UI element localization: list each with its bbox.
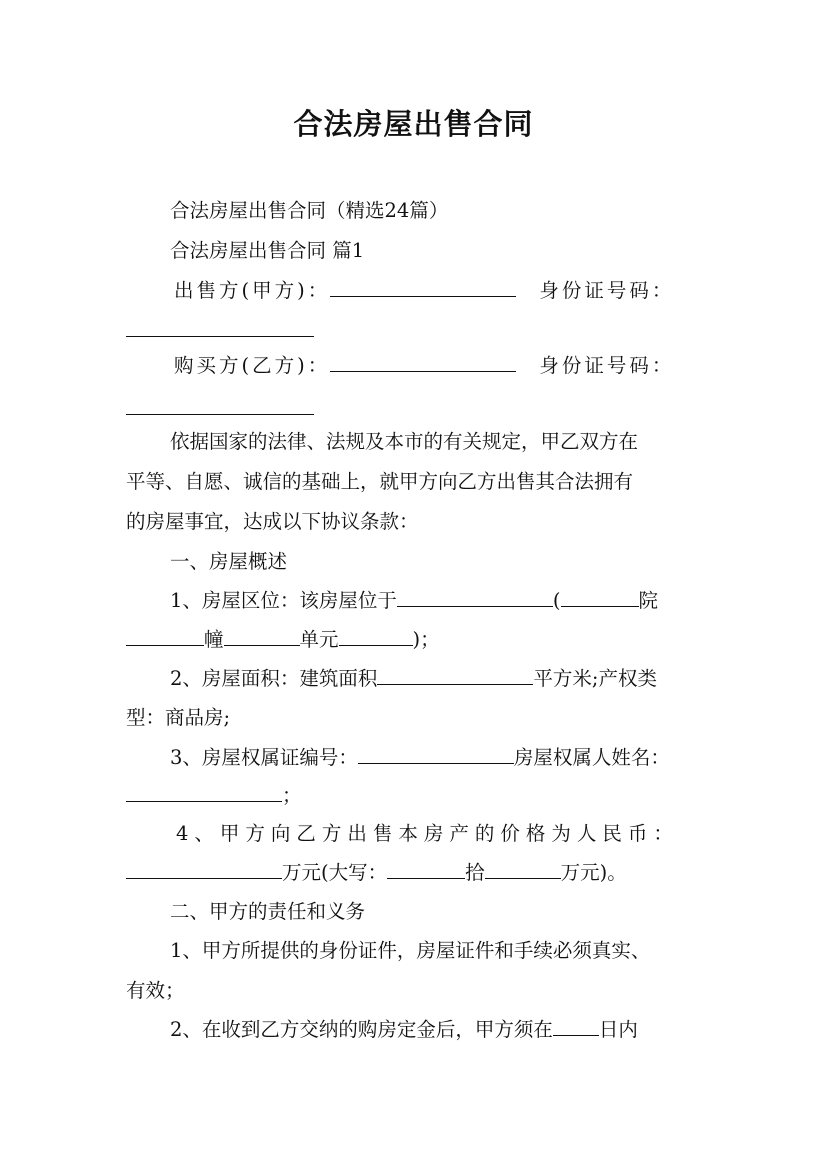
- clause-2-text: 2、房屋面积：建筑面积: [170, 667, 378, 690]
- buyer-id-label: 身份证号码：: [539, 354, 675, 377]
- obligation-2-line: [170, 1015, 716, 1045]
- clause-3-continued: [126, 781, 716, 811]
- unit-blank: [224, 625, 300, 646]
- clause-1-yard: 院: [638, 589, 659, 612]
- obligation-1-line: 1、甲方所提供的身份证件，房屋证件和手续必须真实、: [170, 939, 651, 962]
- building-blank: [126, 625, 204, 646]
- clause-4-line: 4、甲方向乙方出售本房产的价格为人民币：: [176, 822, 679, 845]
- buyer-line: [174, 351, 720, 381]
- buyer-blank: [330, 351, 516, 372]
- price-units-blank: [485, 858, 561, 879]
- section-two-heading: 二、甲方的责任和义务: [170, 900, 366, 923]
- section-one-heading: 一、房屋概述: [170, 550, 288, 573]
- location-blank: [397, 586, 553, 607]
- subtitle-line: 合法房屋出售合同（精选24篇）: [170, 199, 449, 222]
- paragraph-line: 的房屋事宜，达成以下协议条款：: [126, 510, 419, 533]
- paragraph-line: 平等、自愿、诚信的基础上，就甲方向乙方出售其合法拥有: [126, 470, 634, 493]
- seller-id-label: 身份证号码：: [539, 279, 675, 302]
- clause-4-words-label: 万元(大写：: [282, 861, 388, 884]
- seller-id-blank: [126, 316, 314, 337]
- clause-3-text: 3、房屋权属证编号：: [170, 746, 358, 769]
- seller-id-line: [126, 316, 716, 346]
- seller-blank: [330, 276, 516, 297]
- price-tens-blank: [387, 858, 465, 879]
- document-title: 合法房屋出售合同: [293, 107, 534, 141]
- yard-blank: [561, 586, 639, 607]
- days-blank: [553, 1015, 599, 1036]
- obligation-2-text: 2、在收到乙方交纳的购房定金后，甲方须在: [170, 1018, 553, 1041]
- section-heading: 合法房屋出售合同 篇1: [170, 239, 365, 262]
- buyer-label: 购买方(乙方)：: [174, 354, 331, 377]
- clause-1-line: [170, 586, 716, 616]
- buyer-id-line: [126, 394, 716, 424]
- clause-4-end: 万元)。: [560, 861, 627, 884]
- clause-3-end: ；: [282, 784, 302, 807]
- clause-3-owner-label: 房屋权属人姓名：: [513, 746, 670, 769]
- clause-1-unit: 单元: [299, 628, 339, 651]
- clause-1-building: 幢: [204, 628, 224, 651]
- buyer-id-blank: [126, 394, 314, 415]
- clause-1-paren: (: [552, 589, 561, 612]
- clause-2-continued: 型：商品房;: [126, 706, 231, 729]
- seller-label: 出售方(甲方)：: [174, 279, 331, 302]
- clause-4-tens: 拾: [465, 861, 485, 884]
- clause-4-continued: [126, 858, 716, 888]
- certificate-blank: [358, 743, 514, 764]
- room-blank: [339, 625, 413, 646]
- clause-1-continued: [126, 625, 716, 655]
- price-blank: [126, 858, 282, 879]
- seller-line: [174, 276, 720, 306]
- clause-2-unit: 平方米;产权类: [533, 667, 657, 690]
- clause-2-line: [170, 664, 716, 694]
- clause-1-text: 1、房屋区位：该房屋位于: [170, 589, 397, 612]
- obligation-2-days: 日内: [598, 1018, 638, 1041]
- paragraph-line: 依据国家的法律、法规及本市的有关规定，甲乙双方在: [170, 430, 639, 453]
- clause-3-line: [170, 743, 716, 773]
- area-blank: [377, 664, 533, 685]
- owner-blank: [126, 781, 282, 802]
- clause-1-end: )；: [412, 628, 440, 651]
- obligation-1-continued: 有效；: [126, 979, 185, 1002]
